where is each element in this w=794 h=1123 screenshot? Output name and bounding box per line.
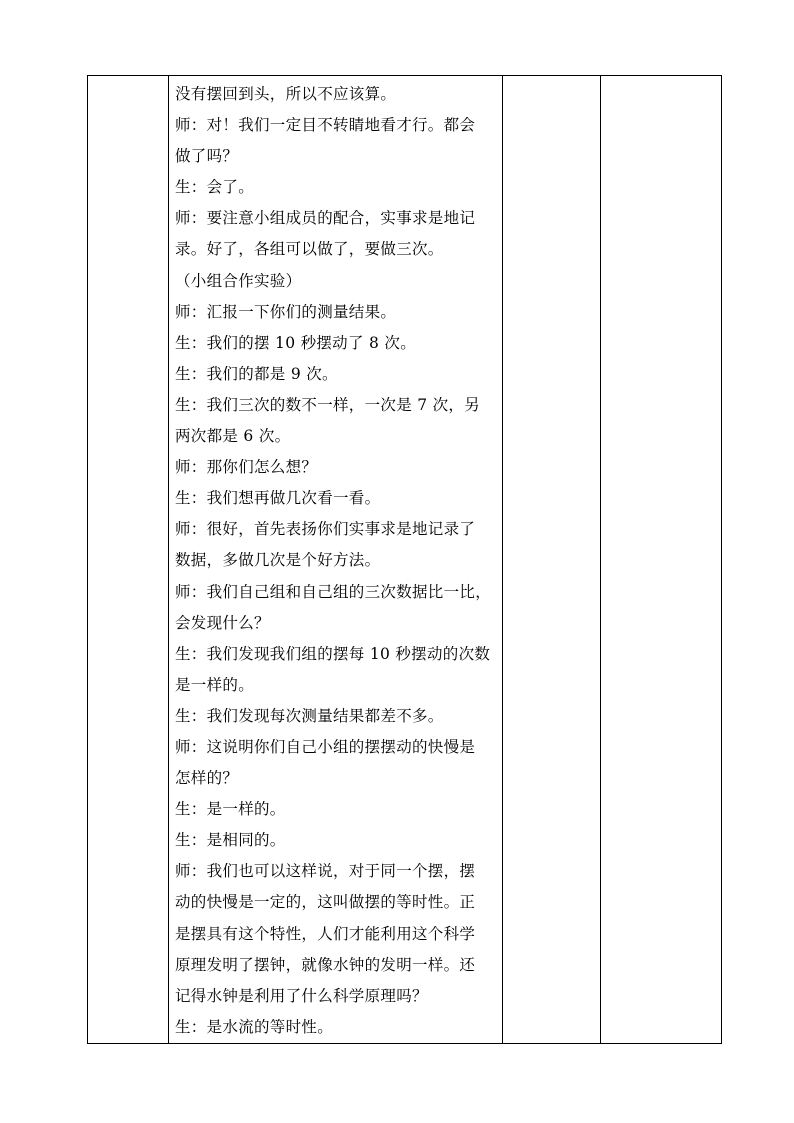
dialogue-line: 师：那你们怎么想？ (175, 458, 318, 477)
notes-cell (503, 76, 601, 1044)
remarks-cell (601, 76, 722, 1044)
dialogue-line: （小组合作实验） (175, 271, 302, 290)
dialogue-line: 生：我们三次的数不一样，一次是 7 次，另 (175, 395, 481, 414)
dialogue-line: 是一样的。 (175, 675, 255, 694)
dialogue-line: 没有摆回到头，所以不应该算。 (175, 85, 397, 103)
table-row (88, 76, 722, 1044)
dialogue-line: 师：我们也可以这样说，对于同一个摆，摆 (175, 862, 476, 881)
dialogue-line: 师：对！我们一定目不转睛地看才行。都会 (175, 116, 476, 135)
dialogue-line: 怎样的？ (175, 769, 239, 788)
dialogue-line: 生：是一样的。 (175, 800, 286, 819)
lesson-table (87, 75, 722, 1044)
stage-cell (88, 76, 169, 1044)
dialogue-line: 师：要注意小组成员的配合，实事求是地记 (175, 209, 476, 228)
dialogue-line: 两次都是 6 次。 (175, 427, 291, 446)
dialogue-line: 会发现什么？ (175, 613, 270, 632)
dialogue-line: 记得水钟是利用了什么科学原理吗？ (175, 986, 428, 1005)
dialogue-line: 动的快慢是一定的，这叫做摆的等时性。正 (175, 893, 476, 912)
dialogue-line: 录。好了，各组可以做了，要做三次。 (175, 240, 444, 259)
dialogue-line: 原理发明了摆钟，就像水钟的发明一样。还 (175, 955, 476, 974)
dialogue-line: 生：我们的都是 9 次。 (175, 364, 338, 383)
dialogue-line: 做了吗？ (175, 147, 239, 166)
dialogue-line: 生：我们想再做几次看一看。 (175, 489, 381, 508)
dialogue-line: 师：很好，首先表扬你们实事求是地记录了 (175, 520, 476, 539)
dialogue-line: 生：我们发现每次测量结果都差不多。 (175, 706, 444, 725)
dialogue-line: 数据，多做几次是个好方法。 (175, 551, 381, 570)
dialogue-line: 生：我们的摆 10 秒摆动了 8 次。 (175, 333, 416, 352)
dialogue-line: 生：是水流的等时性。 (175, 1017, 334, 1036)
dialogue-cell (169, 76, 503, 1044)
dialogue-line: 师：这说明你们自己小组的摆摆动的快慢是 (175, 737, 476, 756)
dialogue-line: 师：我们自己组和自己组的三次数据比一比， (175, 582, 492, 601)
dialogue-line: 是摆具有这个特性，人们才能利用这个科学 (175, 924, 476, 943)
dialogue-line: 师：汇报一下你们的测量结果。 (175, 302, 397, 321)
dialogue-line: 生：会了。 (175, 178, 255, 197)
dialogue-line: 生：是相同的。 (175, 831, 286, 850)
dialogue-line: 生：我们发现我们组的摆每 10 秒摆动的次数 (175, 644, 491, 663)
